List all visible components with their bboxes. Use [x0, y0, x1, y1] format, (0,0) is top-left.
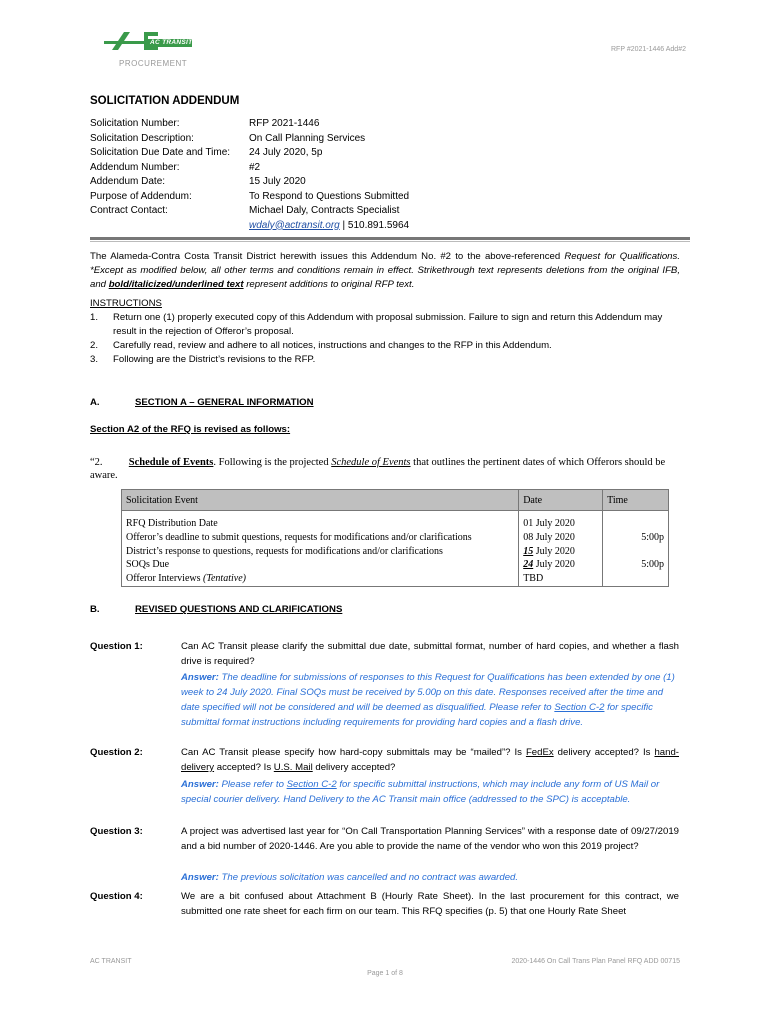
item-text: Carefully read, review and adhere to all notices, instructions and changes to the RFP in this Addendum.	[113, 340, 552, 351]
detail-value: RFP 2021-1446	[249, 118, 320, 129]
question-text: Can AC Transit please clarify the submittal due date, submittal format, number of hard copies, and whether a flash drive is required?	[181, 641, 679, 667]
event-cell	[122, 572, 519, 586]
detail-value: Michael Daly, Contracts Specialist	[249, 205, 400, 216]
date-revised-day: 15	[523, 545, 534, 557]
detail-value: #2	[249, 161, 261, 173]
date-cell	[519, 545, 603, 559]
section-b-heading	[90, 604, 342, 615]
date-rest: July 2020	[533, 559, 575, 571]
schedule-title-italic: Schedule of Events	[331, 457, 411, 468]
answer-body: The deadline for submissions of responses to this Request for Qualifications has been extended by one (1) week to 24 July 2020. Final SOQs must be received by 5.00p on this date. Responses received after the time and date specified will not be considered and will be deemed as disqualified. Please refer to	[181, 672, 675, 713]
detail-value: To Respond to Questions Submitted	[249, 190, 410, 202]
schedule-text: . Following is the projected	[213, 457, 332, 468]
detail-value: On Call Planning Services	[249, 132, 366, 144]
intro-rfq-title: Request for Qualifications	[564, 251, 678, 262]
table-header-row	[122, 490, 669, 511]
question-label: Question 3:	[90, 826, 143, 837]
section-title: REVISED QUESTIONS AND CLARIFICATIONS	[135, 604, 343, 615]
table-row	[122, 517, 669, 531]
detail-row	[90, 190, 409, 205]
event-cell: RFQ Distribution Date	[122, 517, 519, 531]
section-label: B.	[90, 604, 100, 615]
contact-separator: |	[339, 219, 348, 231]
instructions	[90, 297, 680, 367]
intro-emphasis: bold/italicized/underlined text	[108, 279, 244, 290]
intro-paragraph	[90, 250, 680, 292]
question-text: We are a bit confused about Attachment B (Hourly Rate Sheet). In the last procurement for this contract, we submitted one rate sheet for each firm on our team. This RFQ specifies (p. 5) that one Hourly Rate Sheet	[181, 891, 679, 917]
detail-value: 24 July 2020, 5p	[249, 147, 323, 158]
page-title: SOLICITATION ADDENDUM	[90, 95, 240, 107]
question-body: accepted? Is	[214, 762, 274, 773]
detail-row	[90, 146, 409, 161]
column-header: Date	[519, 490, 603, 511]
rfp-reference: RFP #2021-1446 Add#2	[611, 46, 686, 53]
answer-body: for specific submittal format instructions including requirements for providing hard copies and a flash drive.	[181, 702, 653, 728]
schedule-table	[121, 489, 669, 587]
detail-key: Solicitation Due Date and Time:	[90, 147, 231, 158]
answer-label: Answer:	[181, 672, 219, 683]
divider	[90, 241, 690, 242]
answer-label: Answer:	[181, 872, 219, 883]
date-cell: 08 July 2020	[519, 531, 603, 545]
list-item	[90, 339, 680, 353]
event-cell: SOQs Due	[122, 558, 519, 572]
contact-phone: 510.891.5964	[347, 219, 410, 231]
section-link[interactable]: Section C-2	[554, 702, 605, 713]
column-header: Time	[603, 490, 669, 511]
item-text: Following are the District’s revisions to the RFP.	[113, 354, 316, 365]
answer-text	[181, 870, 679, 885]
section-link[interactable]: Section C-2	[286, 779, 337, 790]
section-label: A.	[90, 397, 100, 408]
event-cell: Offeror’s deadline to submit questions, requests for modifications and/or clarifications	[122, 531, 519, 545]
divider	[90, 237, 690, 240]
item-text: Return one (1) properly executed copy of this Addendum with proposal submission. Failure to sign and return this Addendum may result in the rejection of Offeror’s proposal.	[113, 312, 663, 337]
detail-row	[90, 132, 409, 147]
schedule-number: “2.	[90, 457, 103, 468]
date-cell	[519, 558, 603, 572]
table-row	[122, 531, 669, 545]
date-cell: 01 July 2020	[519, 517, 603, 531]
detail-value: 15 July 2020	[249, 176, 306, 187]
time-cell: 5:00p	[603, 558, 669, 572]
question-label: Question 2:	[90, 747, 143, 758]
date-cell: TBD	[519, 572, 603, 586]
answer-label: Answer:	[181, 779, 219, 790]
detail-key: Purpose of Addendum:	[90, 190, 192, 202]
question-underlined: FedEx	[525, 747, 554, 758]
detail-key: Solicitation Description:	[90, 132, 194, 144]
instructions-title: INSTRUCTIONS	[90, 298, 162, 309]
event-text: Offeror Interviews	[126, 573, 201, 585]
question-body: delivery accepted? Is	[553, 747, 655, 758]
question-underlined: hand-delivery	[181, 747, 679, 773]
detail-key: Solicitation Number:	[90, 118, 180, 129]
time-cell: 5:00p	[603, 531, 669, 545]
answer-text	[181, 670, 679, 730]
event-cell: District’s response to questions, requests for modifications and/or clarifications	[122, 545, 519, 559]
detail-row	[90, 175, 409, 190]
solicitation-details	[90, 117, 409, 233]
event-tag: (Tentative)	[203, 573, 246, 585]
detail-row	[90, 117, 409, 132]
table-row	[122, 558, 669, 572]
question-text	[181, 745, 679, 775]
item-number: 2.	[90, 340, 99, 351]
time-cell	[603, 545, 669, 559]
intro-text: The Alameda-Contra Costa Transit District herewith issues this Addendum No. #2 to the above-referenced	[90, 251, 565, 262]
page-number: Page 1 of 8	[367, 970, 403, 977]
item-number: 1.	[90, 312, 99, 323]
detail-row	[90, 161, 409, 176]
question-label: Question 1:	[90, 641, 143, 652]
answer-body: for specific submittal instructions, which may include any form of US Mail or special courier delivery. Hand Delivery to the AC Transit main office (addressed to the SPC) is acceptable.	[181, 779, 660, 805]
date-revised-day: 24	[523, 559, 534, 571]
detail-row	[90, 204, 409, 219]
detail-key: Contract Contact:	[90, 205, 168, 216]
schedule-text: that outlines the pertinent dates of which Offerors should be aware.	[90, 457, 666, 481]
question-body: Can AC Transit please specify how hard-copy submittals may be “mailed”? Is	[181, 747, 526, 758]
question-underlined: U.S. Mail	[273, 762, 313, 773]
table-row	[122, 572, 669, 586]
time-cell	[603, 572, 669, 586]
detail-key: Addendum Date:	[90, 176, 166, 187]
detail-key: Addendum Number:	[90, 161, 180, 173]
list-item	[90, 353, 680, 367]
list-item	[90, 311, 680, 339]
date-rest: July 2020	[533, 545, 575, 557]
answer-text	[181, 777, 679, 807]
schedule-label: Schedule of Events	[128, 457, 214, 468]
footer-left: AC TRANSIT	[90, 958, 132, 965]
contact-email-link[interactable]: wdaly@actransit.org	[249, 219, 340, 231]
footer-right: 2020-1446 On Call Trans Plan Panel RFQ ADD 00715	[511, 958, 680, 965]
contact-row	[90, 219, 409, 234]
question-body: delivery accepted?	[312, 762, 396, 773]
item-number: 3.	[90, 354, 99, 365]
question-label: Question 4:	[90, 891, 143, 902]
section-title: SECTION A – GENERAL INFORMATION	[135, 397, 314, 408]
time-cell	[603, 517, 669, 531]
answer-body: The previous solicitation was cancelled and no contract was awarded.	[218, 872, 519, 883]
schedule-paragraph	[90, 456, 680, 482]
intro-text: . *Except as modified below, all other terms and conditions remain in effect. Strikethrough text represents deletions from the original IFB, and	[90, 251, 680, 290]
table-row	[122, 545, 669, 559]
answer-body: Please refer to	[218, 779, 287, 790]
section-a-heading	[90, 397, 314, 408]
column-header: Solicitation Event	[122, 490, 519, 511]
procurement-label: PROCUREMENT	[119, 59, 188, 68]
logo-text: AC TRANSIT	[150, 39, 193, 46]
section-a2-subtitle: Section A2 of the RFQ is revised as follows:	[90, 424, 291, 435]
question-text: A project was advertised last year for “On Call Transportation Planning Services” with a response date of 09/27/2019 and a bid number of 2020-1446. Are you able to provide the name of the vendor who won this 2019 project?	[181, 826, 679, 852]
intro-text: represent additions to original RFP text.	[243, 279, 415, 290]
